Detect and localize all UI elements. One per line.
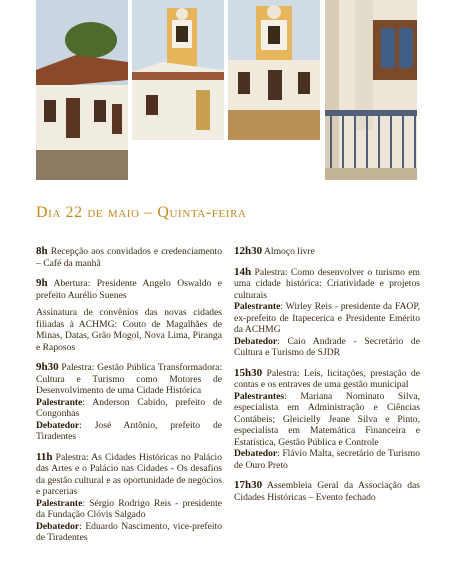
role-value: : Eduardo Nascimento, vice-prefeito de Tiradentes bbox=[36, 520, 222, 543]
role-label: Palestrante bbox=[36, 396, 83, 408]
role-value: : Flávio Malta, secretário de Turismo de Ouro Preto bbox=[234, 448, 420, 471]
entry-text: Assembleia Geral da Associação das Cidades Históricas – Evento fechado bbox=[234, 480, 420, 503]
entry-text: Recepção aos convidados e credenciamento – Café da manhã bbox=[36, 246, 222, 269]
role-value: : Caio Andrade - Secretário de Cultura e Turismo de SJDR bbox=[234, 335, 420, 358]
entry-time: 14h bbox=[234, 265, 252, 278]
schedule-left-column bbox=[36, 246, 222, 553]
schedule-entry bbox=[234, 368, 420, 472]
entry-time: 11h bbox=[36, 450, 53, 463]
entry-time: 17h30 bbox=[234, 479, 263, 491]
role-value: : Mariana Nominato Silva, especialista em Administração e Ciências Contábeis; Gleicielly Jeane Silva e Pinto, especialista em Matemática Financeira e Estatística, Gestão Pública e Controle bbox=[234, 390, 420, 448]
entry-extra: Assinatura de convênios das novas cidades filiadas à ACHMG: Couto de Magalhães de Minas, Datas, Grão Mogol, Nova Lima, Piranga e Raposos bbox=[36, 307, 222, 353]
colonial-houses-photo bbox=[36, 0, 128, 180]
role-value: : Anderson Cabido, prefeito de Congonhas bbox=[36, 396, 222, 419]
church-right-tower-photo bbox=[228, 0, 320, 140]
role-label: Debatedor bbox=[234, 335, 278, 347]
role-value: : Sérgio Rodrigo Reis - presidente da Fundação Clóvis Salgado bbox=[36, 497, 222, 520]
schedule-entry bbox=[36, 246, 222, 269]
role-label: Palestrante bbox=[36, 497, 83, 509]
entry-text: Palestra: Leis, licitações, prestação de contas e os entraves de uma gestão municipal bbox=[234, 367, 420, 390]
church-left-tower-photo bbox=[132, 0, 224, 140]
entry-time: 9h bbox=[36, 277, 48, 289]
role-value: : Wirley Reis - presidente da FAOP, ex-prefeito de Itapecerica e Presidente Emérito da ACHMG bbox=[234, 301, 420, 335]
schedule-entry bbox=[36, 452, 222, 544]
entry-text: Palestra: Como desenvolver o turismo em uma cidade histórica: Criatividade e projetos culturais bbox=[234, 266, 420, 301]
entry-text: Almoço livre bbox=[262, 246, 315, 257]
role-label: Debatedor bbox=[234, 448, 278, 459]
entry-time: 9h30 bbox=[36, 361, 59, 373]
entry-text: Palestra: Gestão Pública Transformadora: Cultura e Turismo como Motores de Desenvolvimento de uma Cidade Histórica bbox=[36, 362, 222, 396]
day-title: Dia 22 de maio – Quinta-feira bbox=[36, 204, 247, 221]
entry-time: 12h30 bbox=[234, 245, 263, 257]
schedule-entry bbox=[36, 278, 222, 353]
entry-text: Palestra: As Cidades Históricas no Palácio das Artes e o Palácio nas Cidades - Os desafios da gestão cultural e as oportunidade de negócios e parcerias bbox=[36, 451, 222, 497]
balcony-facade-photo bbox=[325, 0, 417, 180]
schedule-right-column bbox=[234, 246, 420, 512]
role-value: : José Antônio, prefeito de Tiradentes bbox=[36, 419, 222, 442]
schedule-entry bbox=[234, 246, 420, 258]
schedule-entry bbox=[36, 362, 222, 443]
entry-time: 15h30 bbox=[234, 366, 263, 379]
entry-time: 8h bbox=[36, 245, 48, 257]
role-label: Palestrantes bbox=[234, 390, 285, 402]
role-label: Debatedor bbox=[36, 419, 80, 431]
entry-text: Abertura: Presidente Angelo Oswaldo e prefeito Aurélio Suenes bbox=[36, 278, 222, 301]
schedule-entry bbox=[234, 480, 420, 503]
role-label: Palestrante bbox=[234, 301, 281, 312]
role-label: Debatedor bbox=[36, 520, 80, 532]
schedule-entry bbox=[234, 267, 420, 359]
